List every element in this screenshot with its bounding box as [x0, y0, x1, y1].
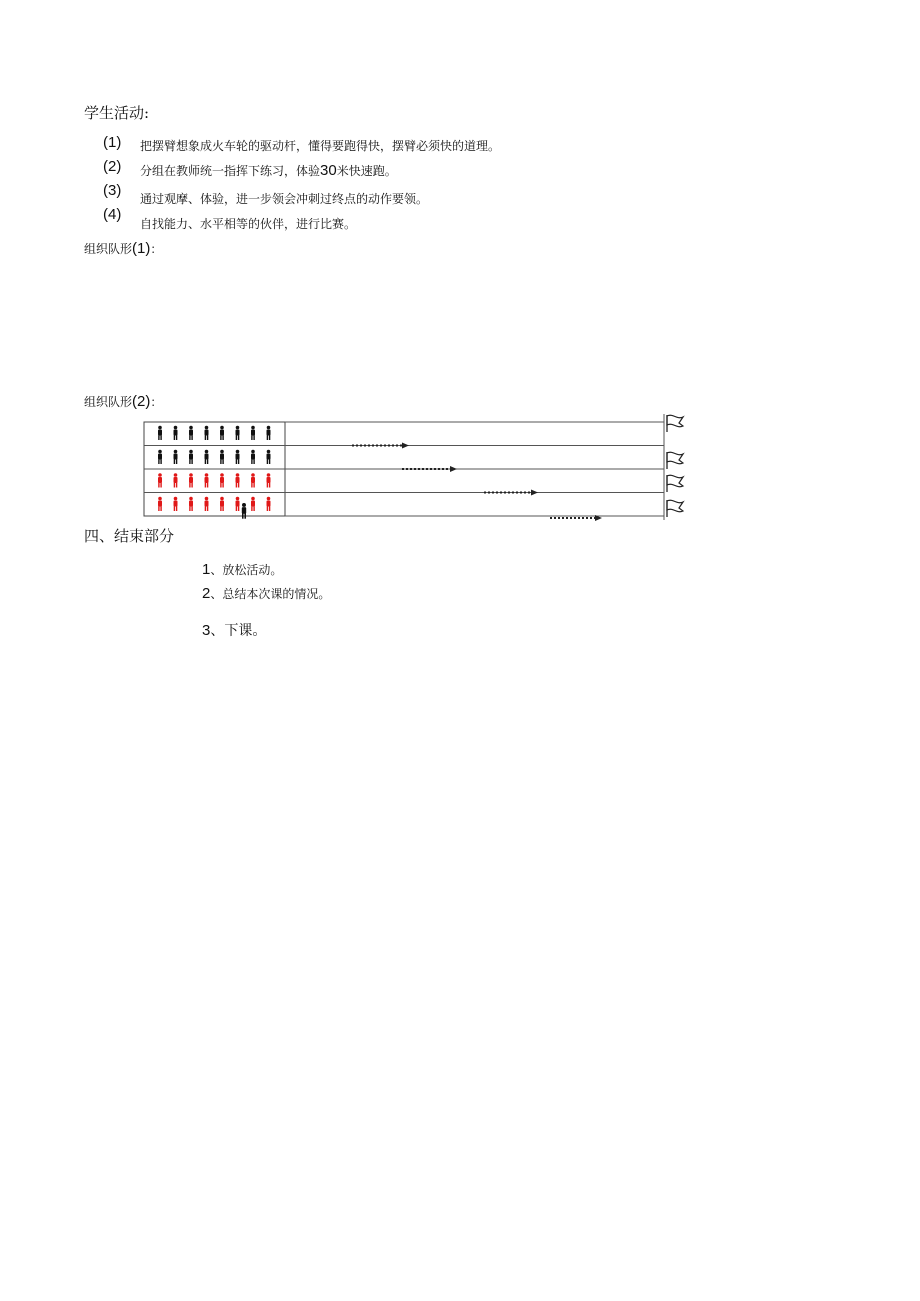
student-icon — [220, 497, 224, 511]
student-icon — [236, 426, 240, 440]
student-icon — [158, 497, 162, 511]
formation-2-colon: ： — [150, 395, 163, 409]
student-icon — [267, 497, 271, 511]
student-icon — [174, 497, 178, 511]
end-item-1-text: 、放松活动。 — [210, 563, 283, 577]
activity-item-4-num: (4) — [103, 206, 122, 223]
student-icon — [189, 426, 193, 440]
end-item-1-num: 1 — [202, 561, 211, 578]
student-icon — [189, 497, 193, 511]
activity-item-2-text-before: 分组在教师统一指挥下练习，体验 — [140, 164, 321, 178]
student-icon — [220, 426, 224, 440]
end-item-2-num: 2 — [202, 585, 211, 602]
end-item-3 — [202, 620, 266, 640]
student-icon — [205, 497, 209, 511]
student-icon — [158, 450, 162, 464]
activity-item-2-text — [140, 162, 397, 179]
student-icon — [174, 473, 178, 487]
flag-icon — [667, 500, 683, 517]
student-icon — [220, 450, 224, 464]
activity-item-1-text: 把摆臂想象成火车轮的驱动杆，懂得要跑得快，摆臂必须快的道理。 — [140, 139, 501, 153]
student-icon — [205, 473, 209, 487]
activity-item-3-text: 通过观摩、体验，进一步领会冲刺过终点的动作要领。 — [140, 192, 429, 206]
student-icon — [189, 450, 193, 464]
student-icon — [267, 450, 271, 464]
formation-diagram — [140, 408, 700, 524]
student-icon — [158, 473, 162, 487]
run-arrow-1 — [352, 443, 409, 449]
student-icon — [267, 473, 271, 487]
end-item-3-num: 3 — [202, 622, 211, 639]
formation-2-num: (2) — [132, 393, 151, 410]
student-icon — [267, 426, 271, 440]
section4-title: 四、结束部分 — [84, 527, 175, 545]
student-icon — [174, 426, 178, 440]
end-item-1 — [202, 561, 282, 578]
student-icon — [236, 497, 240, 511]
activity-item-2-num: (2) — [103, 158, 122, 175]
student-icon — [220, 473, 224, 487]
student-activity-title: 学生活动: — [84, 104, 150, 122]
formation-1-num: (1) — [132, 240, 151, 257]
formation-2-text: 组织队形 — [84, 395, 133, 409]
activity-item-4-text: 自找能力、水平相等的伙伴，进行比赛。 — [140, 217, 357, 231]
end-item-2 — [202, 585, 330, 602]
student-icon — [251, 473, 255, 487]
student-icon — [205, 426, 209, 440]
activity-item-1-num: (1) — [103, 134, 122, 151]
student-icon — [205, 450, 209, 464]
student-icon — [236, 450, 240, 464]
end-item-3-text: 、下课。 — [210, 623, 267, 639]
formation-1-colon: ： — [150, 242, 163, 256]
student-icon — [189, 473, 193, 487]
flag-icon — [667, 475, 683, 492]
flag-icon — [667, 415, 683, 432]
activity-item-2-number: 30 — [320, 162, 337, 179]
activity-item-2-text-after: 米快速跑。 — [336, 164, 397, 178]
student-icon — [174, 450, 178, 464]
student-icon — [251, 497, 255, 511]
student-icon — [158, 426, 162, 440]
formation-1-label — [84, 240, 162, 257]
student-icon — [236, 473, 240, 487]
student-icon — [251, 426, 255, 440]
flag-icon — [667, 452, 683, 469]
end-item-2-text: 、总结本次课的情况。 — [210, 587, 331, 601]
formation-1-text: 组织队形 — [84, 242, 133, 256]
activity-item-3-num: (3) — [103, 182, 122, 199]
student-icon — [251, 450, 255, 464]
